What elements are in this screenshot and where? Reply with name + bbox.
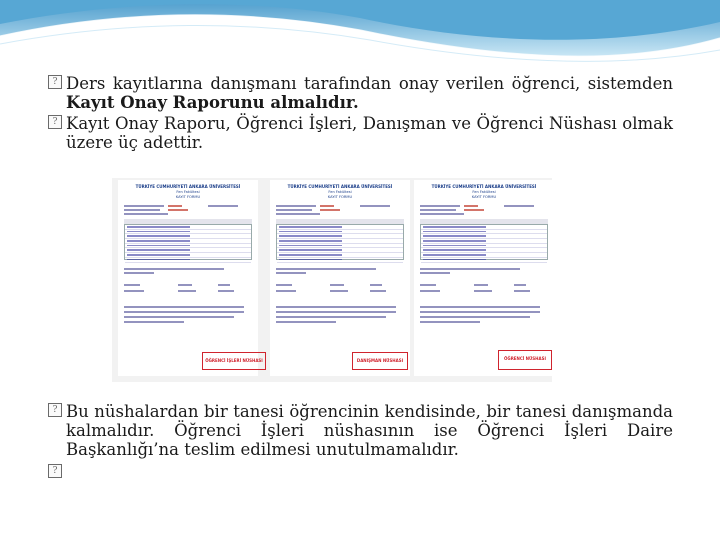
header-wave-banner xyxy=(0,0,720,70)
report-faculty: Fen Fakültesi xyxy=(328,190,352,194)
checkbox-bullet-icon: ? xyxy=(48,115,62,129)
report-title: TÜRKİYE CUMHURİYETİ ANKARA ÜNİVERSİTESİ xyxy=(431,184,537,189)
checkbox-bullet-icon: ? xyxy=(48,75,62,89)
report-faculty: Fen Fakültesi xyxy=(176,190,200,194)
bullet-item xyxy=(48,74,673,112)
report-title: TÜRKİYE CUMHURİYETİ ANKARA ÜNİVERSİTESİ xyxy=(135,184,241,189)
bullet-list-lower xyxy=(48,402,673,481)
copy-stamp: ÖĞRENCİ İŞLERİ NÜSHASI xyxy=(202,352,266,370)
checkbox-bullet-icon: ? xyxy=(48,464,62,478)
report-title: TÜRKİYE CUMHURİYETİ ANKARA ÜNİVERSİTESİ xyxy=(287,184,393,189)
bullet-list xyxy=(48,74,673,152)
copy-stamp: DANIŞMAN NÜSHASI xyxy=(352,352,408,370)
report-subtitle: KAYIT FORMU xyxy=(471,195,497,199)
report-copy-2 xyxy=(270,180,410,376)
bullet-text: Ders kayıtlarına danışmanı tarafından onay verilen öğrenci, sistemden xyxy=(66,74,673,93)
checkbox-bullet-icon: ? xyxy=(48,403,62,417)
bullet-item xyxy=(48,402,673,459)
report-faculty: Fen Fakültesi xyxy=(472,190,496,194)
bullet-item xyxy=(48,114,673,152)
bullet-text-bold: Kayıt Onay Raporunu almalıdır. xyxy=(66,93,359,112)
report-copy-3 xyxy=(414,180,554,376)
bullet-text: Kayıt Onay Raporu, Öğrenci İşleri, Danışman ve Öğrenci Nüshası olmak üzere üç adettir. xyxy=(66,114,673,152)
report-subtitle: KAYIT FORMU xyxy=(327,195,353,199)
report-copy-1 xyxy=(118,180,263,376)
copy-stamp: ÖĞRENCİ NÜSHASI xyxy=(498,350,552,370)
report-subtitle: KAYIT FORMU xyxy=(175,195,201,199)
bullet-item xyxy=(48,463,673,481)
bullet-text: Bu nüshalardan bir tanesi öğrencinin kendisinde, bir tanesi danışmanda kalmalıdır. Öğrenci İşleri nüshasının ise Öğrenci İşleri Daire Başkanlığı’na teslim edilmesi unutulmamalıdır. xyxy=(66,402,673,459)
